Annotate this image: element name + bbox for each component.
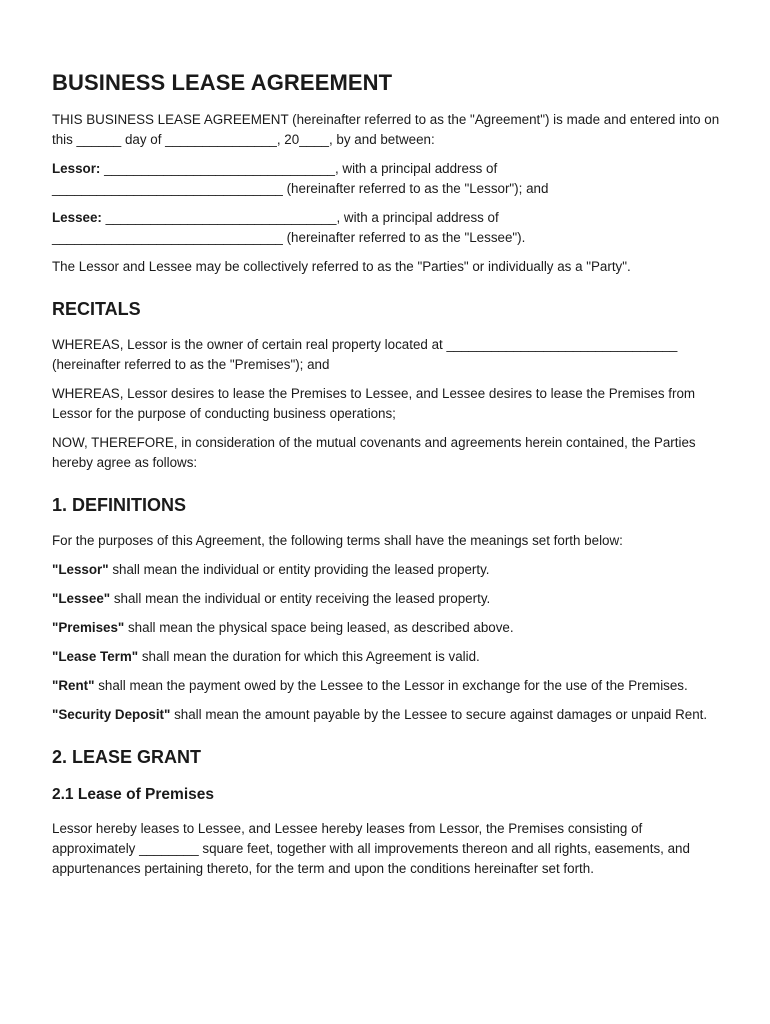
definition-item xyxy=(52,618,727,638)
definition-item xyxy=(52,676,727,696)
lease-grant-paragraph: Lessor hereby leases to Lessee, and Lessee hereby leases from Lessor, the Premises consisting of approximately ________ square feet, together with all improvements thereon and all rights, easements, and appurtenances pertaining thereto, for the term and upon the conditions hereinafter set forth. xyxy=(52,820,690,876)
definition-term: "Rent" xyxy=(52,677,95,693)
document-page xyxy=(52,70,727,888)
recital-paragraph: WHEREAS, Lessor is the owner of certain real property located at _______________________________ (hereinafter referred to as the "Premises"); and xyxy=(52,336,678,372)
definition-item xyxy=(52,705,727,725)
definition-term: "Security Deposit" xyxy=(52,706,171,722)
definition-text: shall mean the individual or entity providing the leased property. xyxy=(108,561,490,577)
definition-term: "Lessee" xyxy=(52,590,111,606)
recital-paragraph: NOW, THEREFORE, in consideration of the mutual covenants and agreements herein contained, the Parties hereby agree as follows: xyxy=(52,434,696,470)
parties-paragraph: The Lessor and Lessee may be collectively referred to as the "Parties" or individually as a "Party". xyxy=(52,259,631,275)
intro-paragraph: THIS BUSINESS LEASE AGREEMENT (hereinafter referred to as the "Agreement") is made and entered into on this ______ day of _______________, 20____, by and between: xyxy=(52,112,720,148)
definition-item xyxy=(52,560,727,580)
lessor-text: _______________________________, with a principal address of _______________________________ (hereinafter referred to as the "Lessor"); and xyxy=(52,161,549,197)
document-title: BUSINESS LEASE AGREEMENT xyxy=(52,70,393,95)
lessee-label: Lessee: xyxy=(52,210,102,226)
lessee-text: _______________________________, with a principal address of _______________________________ (hereinafter referred to as the "Lessee"). xyxy=(52,210,526,246)
definitions-intro: For the purposes of this Agreement, the following terms shall have the meanings set forth below: xyxy=(52,532,623,548)
definition-term: "Lessor" xyxy=(52,561,109,577)
lessor-label: Lessor: xyxy=(52,161,101,177)
lessor-paragraph xyxy=(52,159,727,199)
lease-grant-heading: 2. LEASE GRANT xyxy=(52,746,202,767)
definition-term: "Lease Term" xyxy=(52,648,139,664)
definition-term: "Premises" xyxy=(52,619,125,635)
definition-text: shall mean the physical space being leased, as described above. xyxy=(124,619,514,635)
definition-text: shall mean the payment owed by the Lessee to the Lessor in exchange for the use of the Premises. xyxy=(94,677,688,693)
definitions-heading: 1. DEFINITIONS xyxy=(52,494,187,515)
definition-item xyxy=(52,647,727,667)
lessee-paragraph xyxy=(52,208,727,248)
recitals-heading: RECITALS xyxy=(52,299,141,320)
recital-paragraph: WHEREAS, Lessor desires to lease the Premises to Lessee, and Lessee desires to lease the Premises from Lessor for the purpose of conducting business operations; xyxy=(52,385,696,421)
lease-of-premises-heading: 2.1 Lease of Premises xyxy=(52,786,214,804)
definition-text: shall mean the individual or entity receiving the leased property. xyxy=(110,590,491,606)
definition-text: shall mean the duration for which this Agreement is valid. xyxy=(138,648,480,664)
definition-text: shall mean the amount payable by the Lessee to secure against damages or unpaid Rent. xyxy=(170,706,708,722)
definition-item xyxy=(52,589,727,609)
